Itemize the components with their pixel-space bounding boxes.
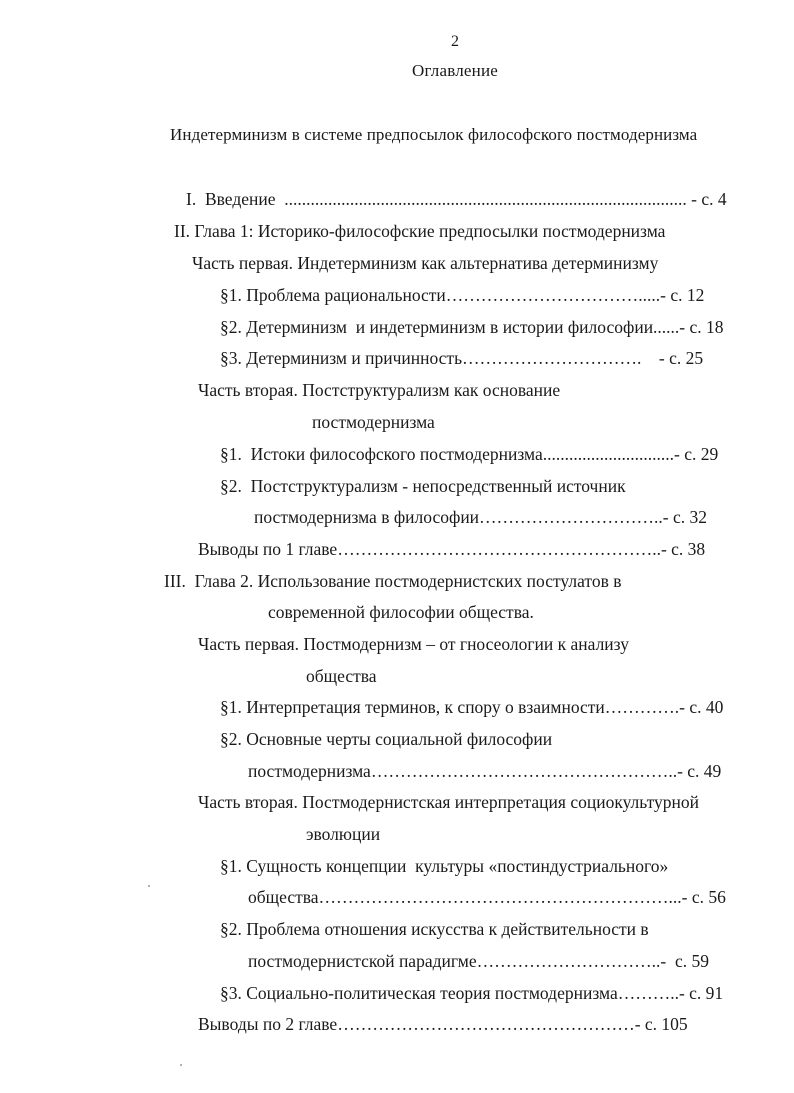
- toc-chapter-2-part-1-section-1: §1. Интерпретация терминов, к спору о взаимности………….- с. 40: [220, 697, 724, 717]
- toc-chapter-1-part-2-section-2: §2. Постструктурализм - непосредственный источник: [220, 476, 626, 496]
- toc-chapter-1-heading: II. Глава 1: Историко-философские предпосылки постмодернизма: [174, 221, 666, 241]
- scan-speck: [148, 885, 150, 887]
- document-subtitle: Индетерминизм в системе предпосылок философского постмодернизма: [170, 125, 698, 144]
- toc-chapter-2-part-2-section-2-continued: постмодернистской парадигме…………………………..- с. 59: [248, 951, 709, 971]
- toc-chapter-1-conclusions: Выводы по 1 главе………………………………………………..- с. 38: [198, 539, 706, 559]
- toc-chapter-2-part-2-section-3: §3. Социально-политическая теория постмодернизма………..- с. 91: [220, 983, 724, 1003]
- toc-chapter-2-part-2-section-1-continued: общества……………………………………………………...- с. 56: [248, 887, 726, 907]
- toc-entry-introduction: I. Введение ............................................................................................ - с. 4: [186, 189, 727, 209]
- toc-chapter-2-part-2-section-1: §1. Сущность концепции культуры «постиндустриального»: [220, 856, 669, 876]
- page-title: Оглавление: [412, 61, 498, 80]
- toc-chapter-1-part-2-continued: постмодернизма: [312, 412, 435, 432]
- toc-chapter-2-part-2-continued: эволюции: [306, 824, 381, 844]
- toc-chapter-2-conclusions: Выводы по 2 главе……………………………………………- с. 105: [198, 1014, 688, 1034]
- toc-chapter-2-part-1-section-2-continued: постмодернизма……………………………………………..- с. 49: [248, 761, 722, 781]
- toc-chapter-1-part-1-section-3: §3. Детерминизм и причинность…………………………. - с. 25: [220, 348, 704, 368]
- toc-chapter-1-part-2: Часть вторая. Постструктурализм как основание: [198, 380, 561, 400]
- page-number: 2: [451, 33, 459, 50]
- toc-chapter-1-part-1-section-2: §2. Детерминизм и индетерминизм в истории философии......- с. 18: [220, 317, 724, 337]
- toc-chapter-1-part-2-section-2-continued: постмодернизма в философии…………………………..- с. 32: [254, 507, 708, 527]
- toc-chapter-1-part-2-section-1: §1. Истоки философского постмодернизма..............................- с. 29: [220, 444, 719, 464]
- toc-chapter-2-part-1-continued: общества: [306, 666, 377, 686]
- toc-chapter-2-heading-continued: современной философии общества.: [268, 602, 534, 622]
- toc-chapter-1-part-1-section-1: §1. Проблема рациональности…………………………….....- с. 12: [220, 285, 705, 305]
- toc-chapter-2-part-1-section-2: §2. Основные черты социальной философии: [220, 729, 553, 749]
- toc-chapter-2-part-1: Часть первая. Постмодернизм – от гносеологии к анализу: [198, 634, 629, 654]
- toc-chapter-2-part-2-section-2: §2. Проблема отношения искусства к действительности в: [220, 919, 649, 939]
- toc-chapter-2-part-2: Часть вторая. Постмодернистская интерпретация социокультурной: [198, 792, 699, 812]
- toc-chapter-1-part-1: Часть первая. Индетерминизм как альтернатива детерминизму: [192, 253, 659, 273]
- toc-chapter-2-heading: III. Глава 2. Использование постмодернистских постулатов в: [164, 571, 622, 591]
- scan-speck: [180, 1064, 182, 1066]
